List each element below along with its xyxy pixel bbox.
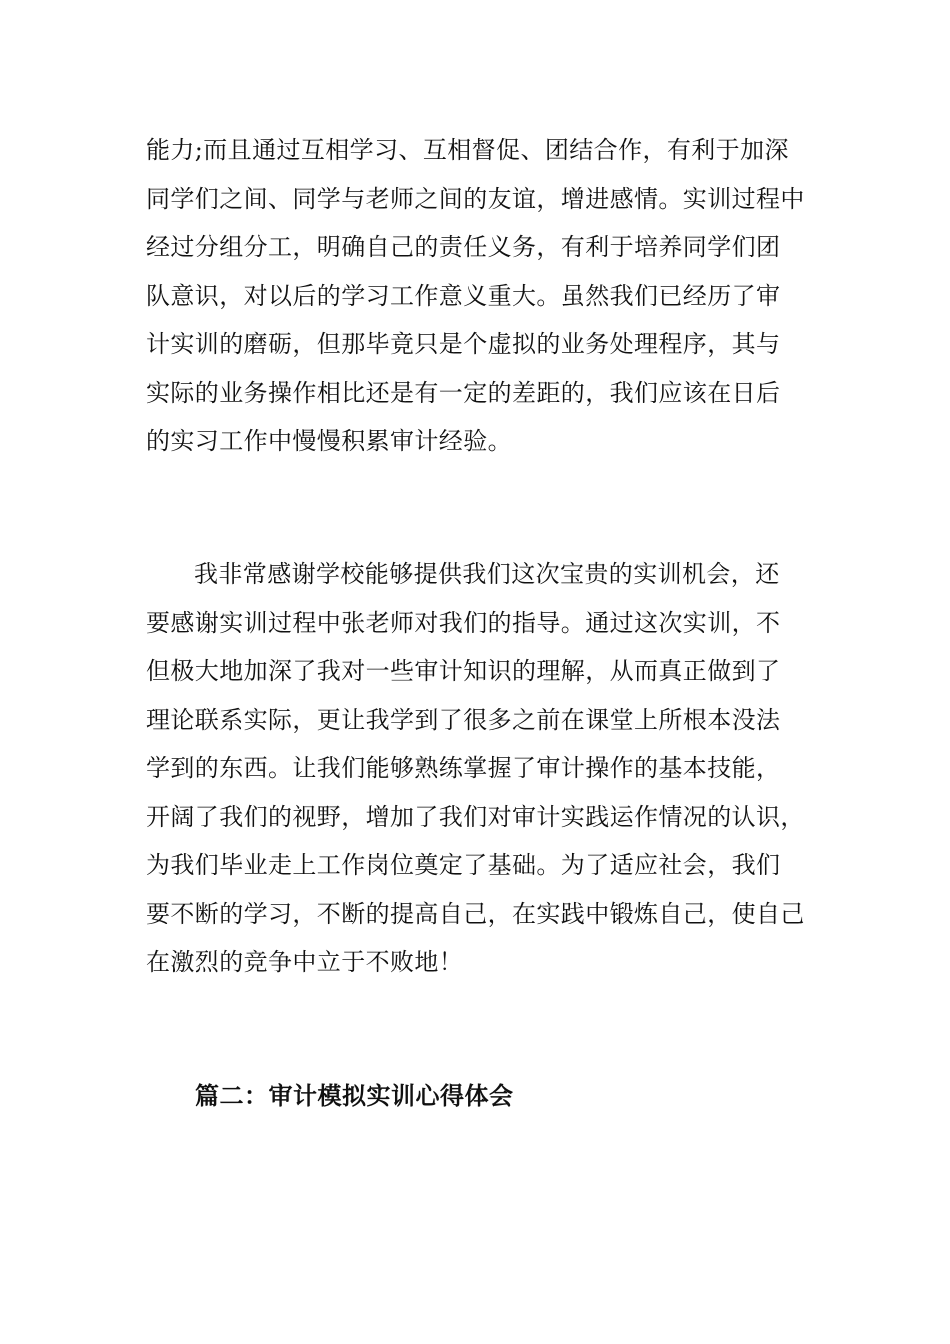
- body-paragraph-1: [146, 126, 810, 466]
- paragraph-line-indented: 我非常感谢学校能够提供我们这次宝贵的实训机会，还: [194, 560, 780, 588]
- paragraph-line: 但极大地加深了我对一些审计知识的理解，从而真正做到了: [146, 657, 781, 685]
- paragraph-line: 开阔了我们的视野，增加了我们对审计实践运作情况的认识，: [146, 802, 805, 831]
- paragraph-line: 队意识，对以后的学习工作意义重大。虽然我们已经历了审: [146, 281, 781, 310]
- paragraph-line: 理论联系实际，更让我学到了很多之前在课堂上所根本没法: [146, 705, 781, 734]
- paragraph-line: 为我们毕业走上工作岗位奠定了基础。为了适应社会，我们: [146, 851, 781, 879]
- paragraph-line: 计实训的磨砺，但那毕竟只是个虚拟的业务处理程序，其与: [146, 330, 781, 358]
- paragraph-line: 经过分组分工，明确自己的责任义务，有利于培养同学们团: [146, 233, 781, 261]
- paragraph-line: 同学们之间、同学与老师之间的友谊，增进感情。实训过程中: [146, 184, 805, 213]
- paragraph-line: 学到的东西。让我们能够熟练掌握了审计操作的基本技能，: [146, 754, 781, 782]
- paragraph-line: 在激烈的竞争中立于不败地！: [146, 948, 464, 976]
- paragraph-line: 要不断的学习，不断的提高自己，在实践中锻炼自己，使自己: [146, 899, 805, 928]
- body-paragraph-2: [146, 550, 810, 987]
- paragraph-line: 要感谢实训过程中张老师对我们的指导。通过这次实训，不: [146, 608, 781, 637]
- section-heading: 篇二：审计模拟实训心得体会: [195, 1082, 514, 1110]
- paragraph-line: 的实习工作中慢慢积累审计经验。: [146, 427, 512, 455]
- paragraph-line: 能力;而且通过互相学习、互相督促、团结合作，有利于加深: [146, 136, 789, 164]
- paragraph-line: 实际的业务操作相比还是有一定的差距的，我们应该在日后: [146, 378, 781, 407]
